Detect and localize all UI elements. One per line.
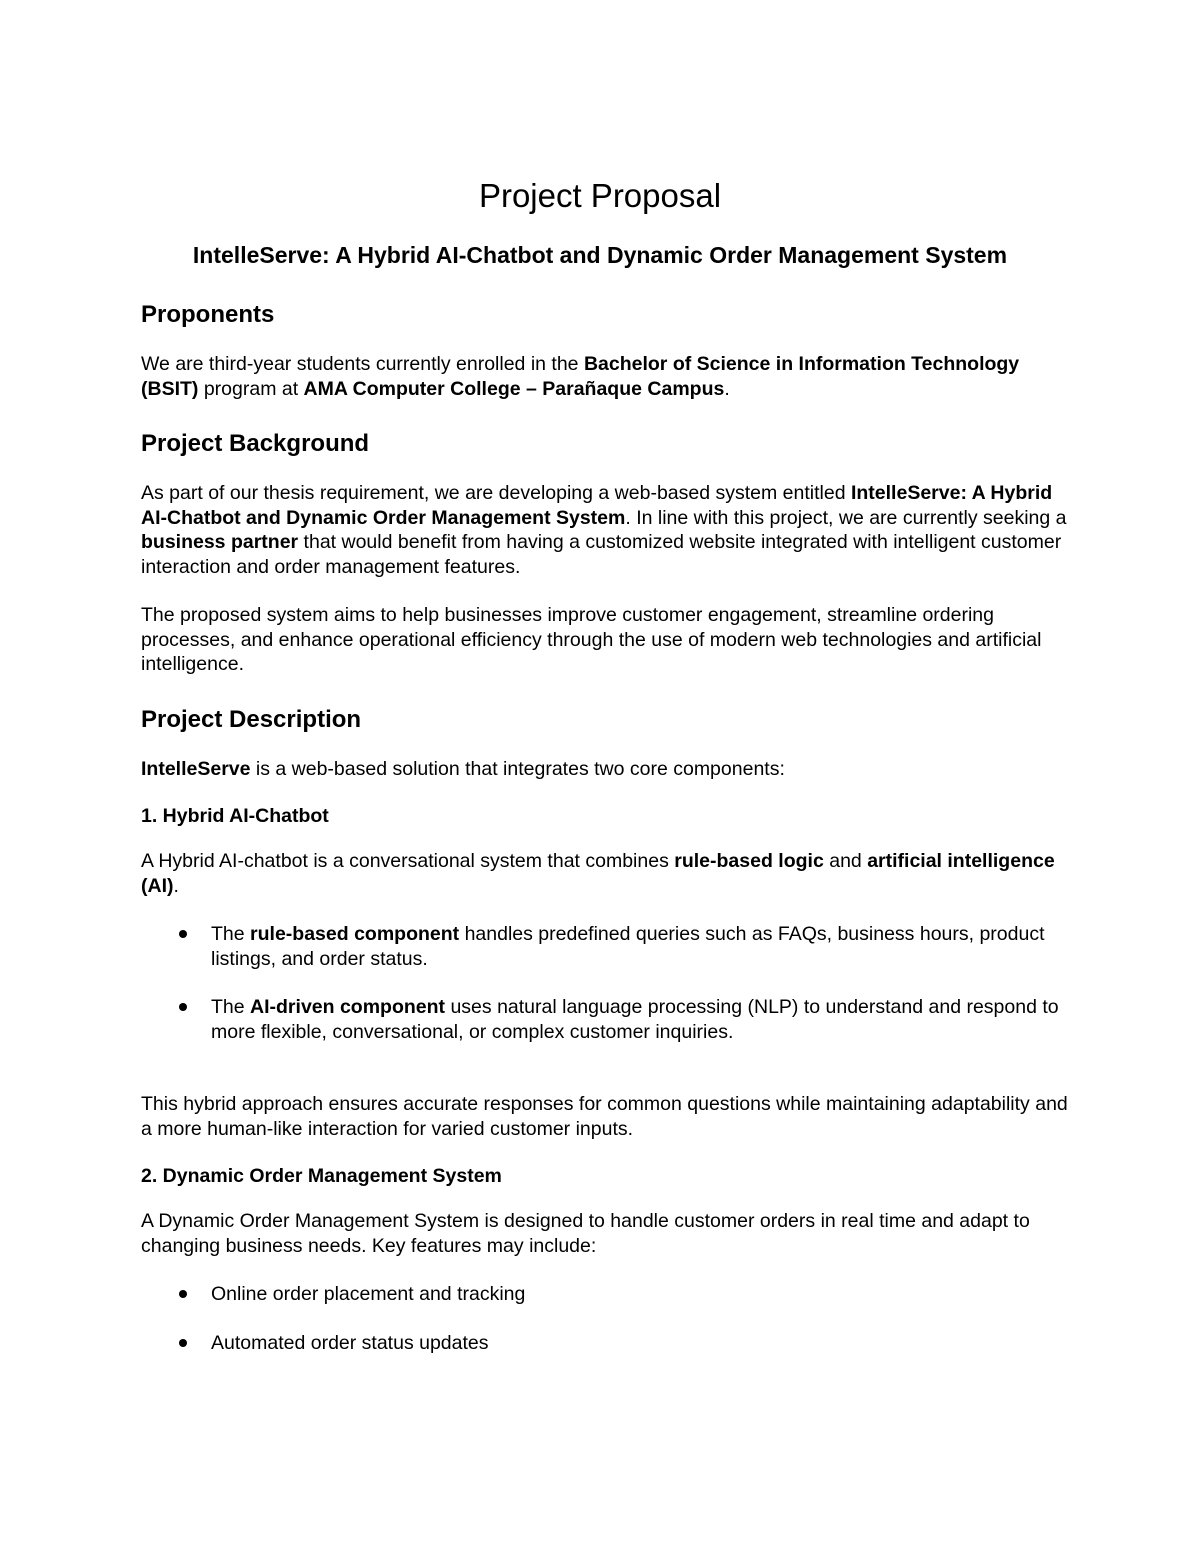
text-run: handles predefined queries such as FAQs, business hours, product listings, and order status.	[211, 923, 1045, 970]
college-name: AMA Computer College – Parañaque Campus	[303, 377, 725, 400]
proponents-heading: Proponents	[141, 301, 275, 328]
oms-paragraph: A Dynamic Order Management System is designed to handle customer orders in real time and adapt to changing business needs. Key features may include:	[141, 1210, 1030, 1257]
bullet-icon	[179, 930, 187, 938]
background-paragraph-2: The proposed system aims to help businesses improve customer engagement, streamline ordering processes, and enhance operational efficiency through the use of modern web technologies and artificial intelligence.	[141, 604, 1042, 675]
text-run: The	[211, 923, 251, 945]
description-intro	[141, 757, 1071, 782]
system-name: IntelleServe: A Hybrid AI-Chatbot and Dynamic Order Management System	[141, 482, 1053, 529]
rule-based-term: rule-based logic	[674, 850, 824, 872]
text-run: and	[823, 850, 868, 872]
bullet-icon	[179, 1290, 187, 1298]
text-run: We are third-year students currently enrolled in the	[141, 353, 584, 375]
text-run: .	[173, 874, 179, 897]
text-run: .	[724, 377, 730, 400]
chatbot-heading: 1. Hybrid AI-Chatbot	[141, 805, 329, 827]
chatbot-paragraph	[141, 849, 1071, 898]
bullet-icon	[179, 1003, 187, 1011]
text-run: Online order placement and tracking	[211, 1283, 526, 1305]
text-run: . In line with this project, we are currently seeking a	[625, 506, 1067, 529]
program-name: Bachelor of Science in Information Technology (BSIT)	[141, 353, 1020, 400]
business-partner-term: business partner	[141, 531, 299, 553]
text-run: The	[211, 996, 251, 1018]
chatbot-bullet-list	[141, 922, 1071, 1044]
text-run: program at	[198, 377, 304, 400]
background-paragraph-1	[141, 481, 1071, 579]
description-heading: Project Description	[141, 705, 362, 733]
background-heading: Project Background	[141, 430, 370, 457]
text-run: A Hybrid AI-chatbot is a conversational system that combines	[141, 850, 675, 872]
rule-based-component-term: rule-based component	[250, 923, 460, 945]
oms-bullet-list	[141, 1282, 1071, 1355]
page-title: Project Proposal	[478, 177, 722, 214]
text-run: Automated order status updates	[211, 1331, 489, 1354]
proponents-paragraph	[141, 352, 1071, 401]
list-item	[141, 995, 1071, 1044]
oms-heading: 2. Dynamic Order Management System	[141, 1165, 502, 1187]
product-name: IntelleServe	[141, 757, 251, 780]
chatbot-summary-paragraph: This hybrid approach ensures accurate responses for common questions while maintaining adaptability and a more human-like interaction for varied customer inputs.	[141, 1093, 1068, 1140]
project-subtitle: IntelleServe: A Hybrid AI-Chatbot and Dynamic Order Management System	[192, 242, 1008, 268]
document-body	[141, 176, 1071, 1355]
text-run: uses natural language processing (NLP) to understand and respond to more flexible, conversational, or complex customer inquiries.	[211, 996, 1059, 1043]
text-run: that would benefit from having a customized website integrated with intelligent customer interaction and order management features.	[141, 531, 1062, 578]
ai-term: artificial intelligence (AI)	[141, 850, 1055, 897]
text-run: As part of our thesis requirement, we are developing a web-based system entitled	[141, 482, 851, 504]
list-item	[141, 922, 1071, 971]
list-item	[141, 1331, 1071, 1356]
bullet-icon	[179, 1339, 187, 1347]
text-run: is a web-based solution that integrates two core components:	[250, 757, 785, 780]
list-item	[141, 1282, 1071, 1307]
ai-driven-component-term: AI-driven component	[250, 996, 446, 1018]
